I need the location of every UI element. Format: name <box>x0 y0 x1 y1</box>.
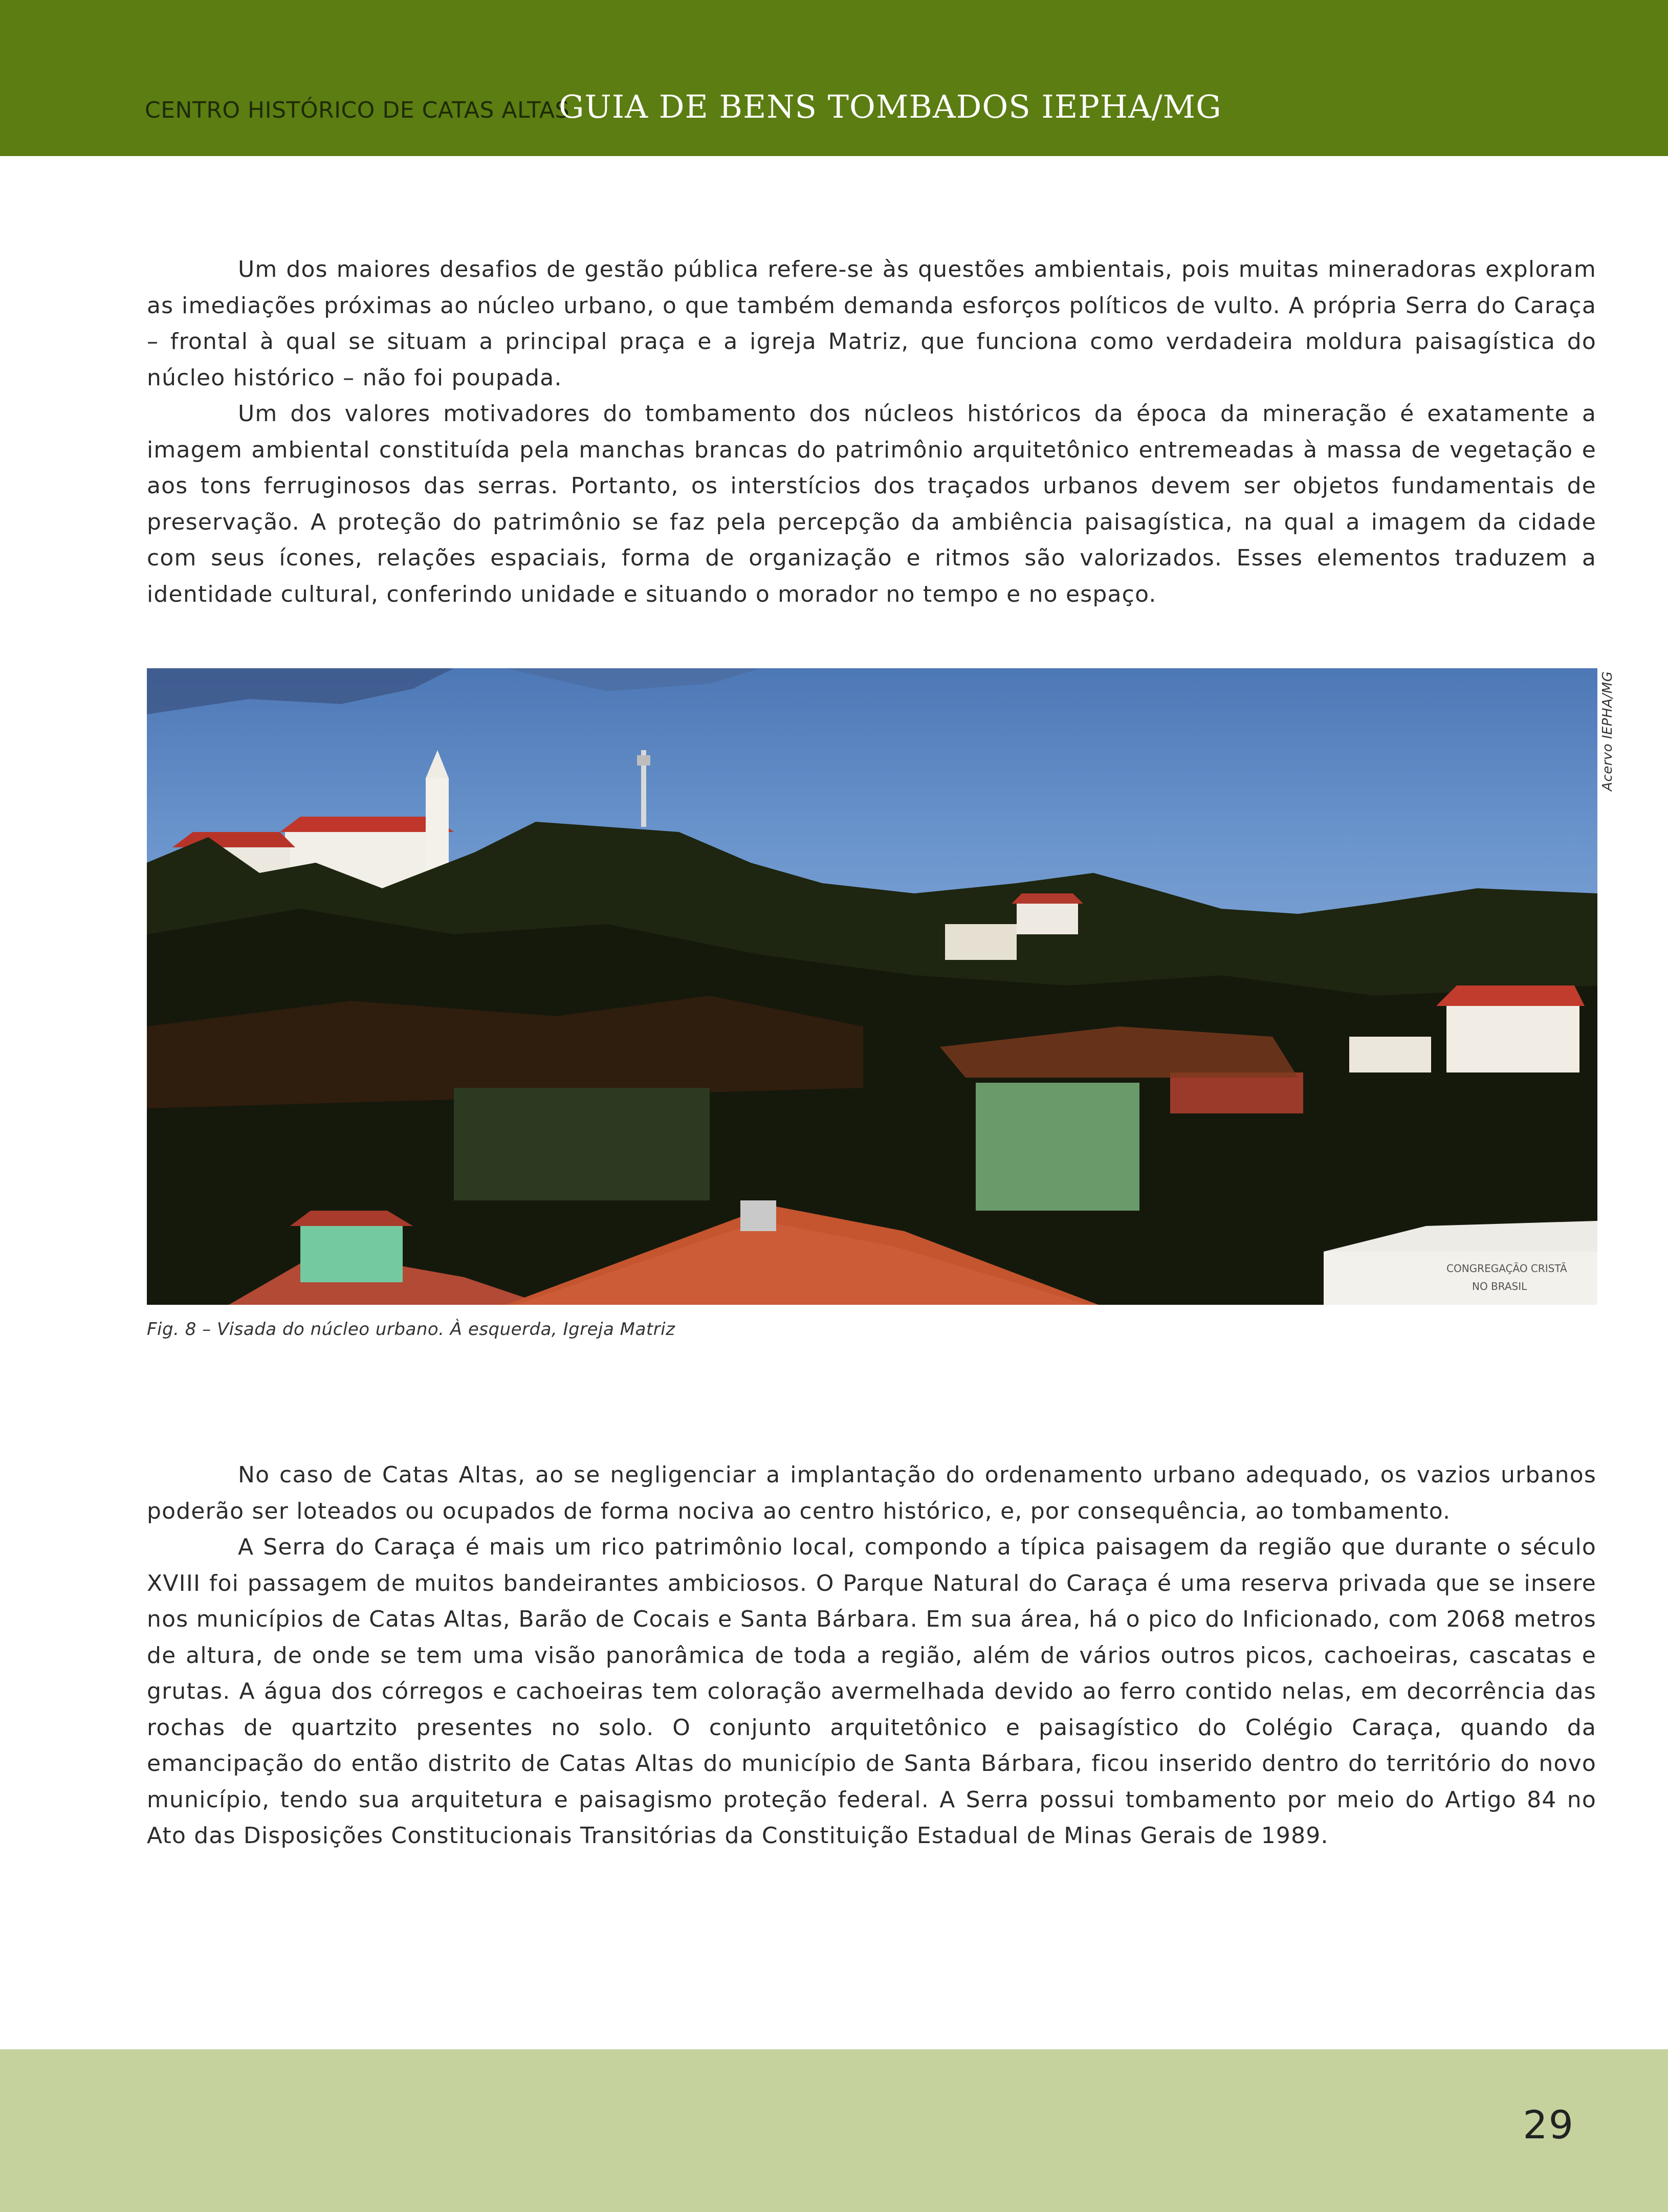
photo-credit-text: Acervo IEPHA/MG <box>1600 671 1615 791</box>
town-view-photo <box>147 668 1597 1305</box>
body-text-top <box>147 252 1596 612</box>
header-section-title: CENTRO HISTÓRICO DE CATAS ALTAS <box>145 97 569 123</box>
sign-line-1: CONGREGAÇÃO CRISTÃ <box>1446 1262 1567 1275</box>
sign-line-2: NO BRASIL <box>1472 1280 1527 1293</box>
paragraph: A Serra do Caraça é mais um rico patrimônio local, compondo a típica paisagem da região que durante o século XVIII foi passagem de muitos bandeirantes ambiciosos. O Parque Natural do Caraça é uma reserva privada que se insere nos municípios de Catas Altas, Barão de Cocais e Santa Bárbara. Em sua área, há o pico do Inficionado, com 2068 metros de altura, de onde se tem uma visão panorâmica de toda a região, além de vários outros picos, cachoeiras, cascatas e grutas. A água dos córregos e cachoeiras tem coloração avermelhada devido ao ferro contido nelas, em decorrência das rochas de quartzito presentes no solo. O conjunto arquitetônico e paisagístico do Colégio Caraça, quando da emancipação do então distrito de Catas Altas do município de Santa Bárbara, ficou inserido dentro do território do novo município, tendo sua arquitetura e paisagismo proteção federal. A Serra possui tombamento por meio do Artigo 84 no Ato das Disposições Constitucionais Transitórias da Constituição Estadual de Minas Gerais de 1989. <box>147 1534 1596 1849</box>
body-text-bottom <box>147 1457 1596 1854</box>
page-footer-band <box>0 2049 1668 2212</box>
figure-caption: Fig. 8 – Visada do núcleo urbano. À esquerda, Igreja Matriz <box>147 1319 675 1340</box>
paragraph: Um dos valores motivadores do tombamento dos núcleos históricos da época da mineração é exatamente a imagem ambiental constituída pela manchas brancas do patrimônio arquitetônico entremeadas à massa de vegetação e aos tons ferruginosos das serras. Portanto, os interstícios dos traçados urbanos devem ser objetos fundamentais de preservação. A proteção do patrimônio se faz pela percepção da ambiência paisagística, na qual a imagem da cidade com seus ícones, relações espaciais, forma de organização e ritmos são valorizados. Esses elementos traduzem a identidade cultural, conferindo unidade e situando o morador no tempo e no espaço. <box>147 401 1596 607</box>
page-header-band <box>0 0 1668 156</box>
header-guide-title: GUIA DE BENS TOMBADOS IEPHA/MG <box>559 88 1222 125</box>
photo-credit <box>1600 668 1620 791</box>
page-number: 29 <box>1523 2102 1574 2148</box>
paragraph: Um dos maiores desafios de gestão pública refere-se às questões ambientais, pois muitas mineradoras exploram as imediações próximas ao núcleo urbano, o que também demanda esforços políticos de vulto. A própria Serra do Caraça – frontal à qual se situam a principal praça e a igreja Matriz, que funciona como verdadeira moldura paisagística do núcleo histórico – não foi poupada. <box>147 256 1596 391</box>
paragraph: No caso de Catas Altas, ao se negligenciar a implantação do ordenamento urbano adequado, os vazios urbanos poderão ser loteados ou ocupados de forma nociva ao centro histórico, e, por consequência, ao tombamento. <box>147 1462 1596 1524</box>
